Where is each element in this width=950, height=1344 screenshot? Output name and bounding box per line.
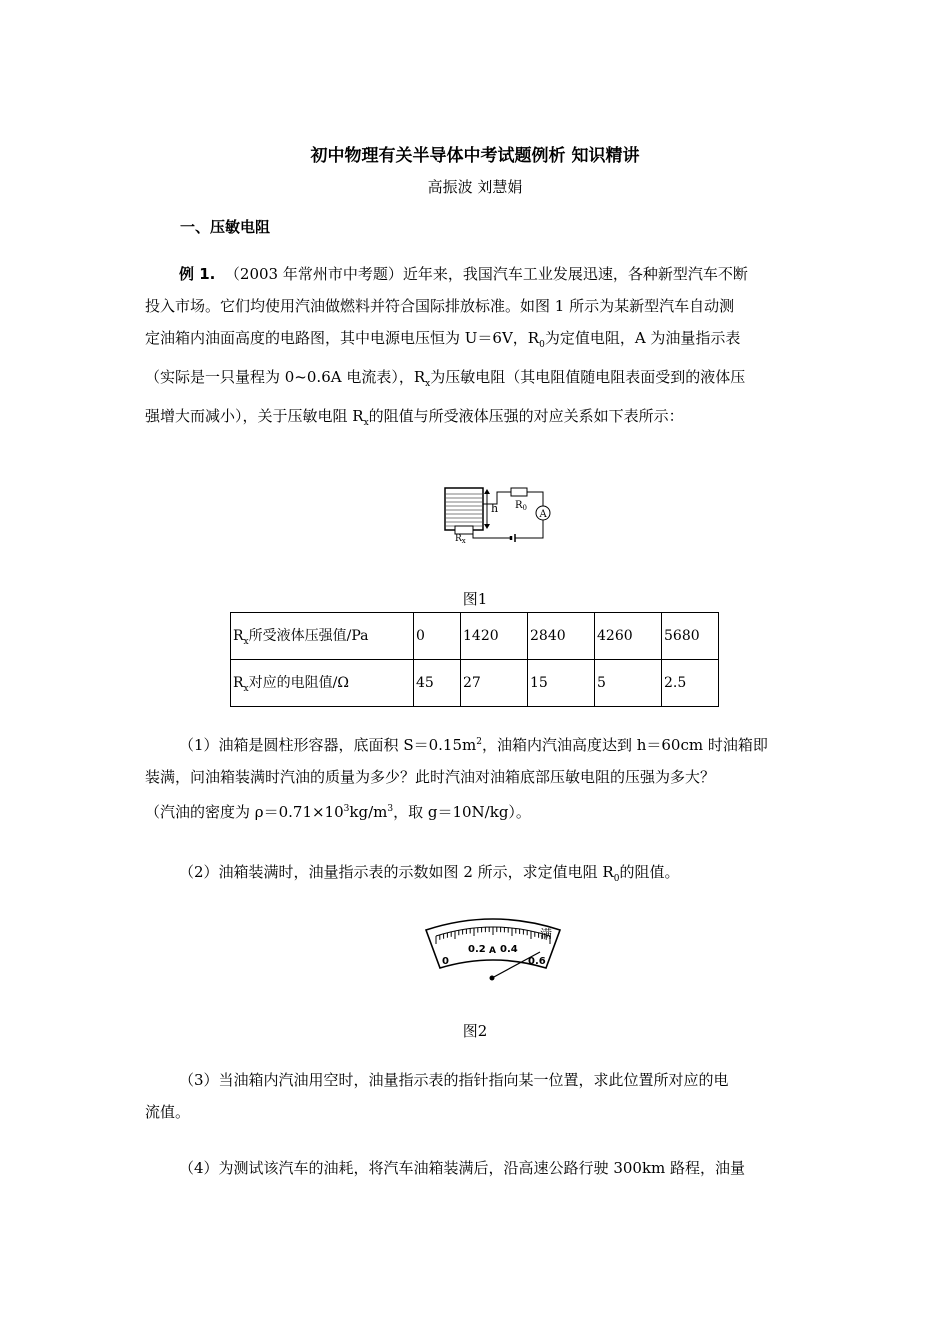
q1-line-1: （1）油箱是圆柱形容器，底面积 $S=0.15m^2$，油箱内汽油高度达到 h＝60cm 时油箱即 bbox=[179, 736, 768, 754]
question-2 bbox=[145, 856, 810, 895]
figure1-circuit-diagram bbox=[435, 480, 555, 546]
question-1 bbox=[145, 726, 810, 828]
r0-resistor bbox=[511, 488, 527, 496]
label-0-2: 0.2 bbox=[468, 944, 486, 955]
q1-line-2: 装满，问油箱装满时汽油的质量为多少？此时汽油对油箱底部压敏电阻的压强为多大？ bbox=[145, 768, 716, 786]
table-cell: 27 bbox=[461, 660, 528, 707]
table-cell: 0 bbox=[414, 613, 461, 660]
figure2-meter-dial bbox=[418, 912, 568, 984]
table-cell: 45 bbox=[414, 660, 461, 707]
dial-ticks bbox=[436, 927, 553, 944]
label-rx: $R_x$ bbox=[455, 534, 466, 545]
example-line-3: 定油箱内油面高度的电路图，其中电源电压恒为 U＝6V，$R_0$为定值电阻，A 为油量指示表 bbox=[145, 329, 741, 350]
rx-resistor bbox=[455, 526, 473, 534]
question-4 bbox=[145, 1152, 810, 1184]
question-3 bbox=[145, 1064, 810, 1128]
needle-pivot bbox=[490, 976, 495, 981]
label-ammeter: A bbox=[539, 509, 547, 520]
q1-line-3: （汽油的密度为 $\rho=0.71\times 10^3kg/m^3$，取 g＝10N/kg）。 bbox=[145, 803, 531, 821]
q3-line-1: （3）当油箱内汽油用空时，油量指示表的指针指向某一位置，求此位置所对应的电 bbox=[179, 1071, 729, 1089]
table-cell: 2.5 bbox=[662, 660, 719, 707]
figure2-caption: 图2 bbox=[462, 1022, 488, 1040]
example-line-4: （实际是一只量程为 0~0.6A 电流表），$R_x$为压敏电阻（其电阻值随电阻表面受到的液体压 bbox=[145, 368, 746, 389]
label-full: 满 bbox=[540, 927, 553, 941]
q4-line-1: （4）为测试该汽车的油耗，将汽车油箱装满后，沿高速公路行驶 300km 路程，油量 bbox=[179, 1159, 746, 1177]
table-row bbox=[231, 613, 719, 660]
table-cell: 4260 bbox=[595, 613, 662, 660]
row-label-pressure: $R_x$所受液体压强值/Pa bbox=[231, 613, 414, 660]
table-cell: 15 bbox=[528, 660, 595, 707]
example-line-2: 投入市场。它们均使用汽油做燃料并符合国际排放标准。如图 1 所示为某新型汽车自动测 bbox=[145, 297, 735, 315]
table-cell: 5 bbox=[595, 660, 662, 707]
example-paragraph bbox=[145, 258, 810, 439]
example-line-5: 强增大而减小），关于压敏电阻 $R_x$的阻值与所受液体压强的对应关系如下表所示： bbox=[145, 407, 684, 428]
pressure-resistance-table bbox=[230, 612, 719, 707]
q2-line-1: （2）油箱装满时，油量指示表的示数如图 2 所示，求定值电阻 $R_0$的阻值。 bbox=[179, 863, 680, 884]
table-cell: 2840 bbox=[528, 613, 595, 660]
oil-hatching bbox=[446, 494, 482, 526]
label-h: h bbox=[491, 502, 499, 515]
section-heading: 一、压敏电阻 bbox=[180, 218, 271, 236]
document-title: 初中物理有关半导体中考试题例析 知识精讲 bbox=[310, 146, 640, 166]
table-row bbox=[231, 660, 719, 707]
table-cell: 1420 bbox=[461, 613, 528, 660]
label-ampere: A bbox=[489, 946, 496, 956]
example-lead: 例 1. bbox=[179, 265, 216, 283]
q3-line-2: 流值。 bbox=[145, 1103, 191, 1121]
authors: 高振波 刘慧娟 bbox=[427, 178, 523, 196]
label-zero: 0 bbox=[442, 956, 449, 967]
row-label-resistance: $R_x$对应的电阻值/Ω bbox=[231, 660, 414, 707]
label-0-6: 0.6 bbox=[528, 956, 546, 967]
label-r0: $R_0$ bbox=[515, 500, 527, 512]
label-0-4: 0.4 bbox=[500, 944, 518, 955]
table-cell: 5680 bbox=[662, 613, 719, 660]
example-line-1: 例 1. （2003 年常州市中考题）近年来，我国汽车工业发展迅速，各种新型汽车不断 bbox=[179, 265, 748, 283]
figure1-caption: 图1 bbox=[462, 590, 488, 608]
